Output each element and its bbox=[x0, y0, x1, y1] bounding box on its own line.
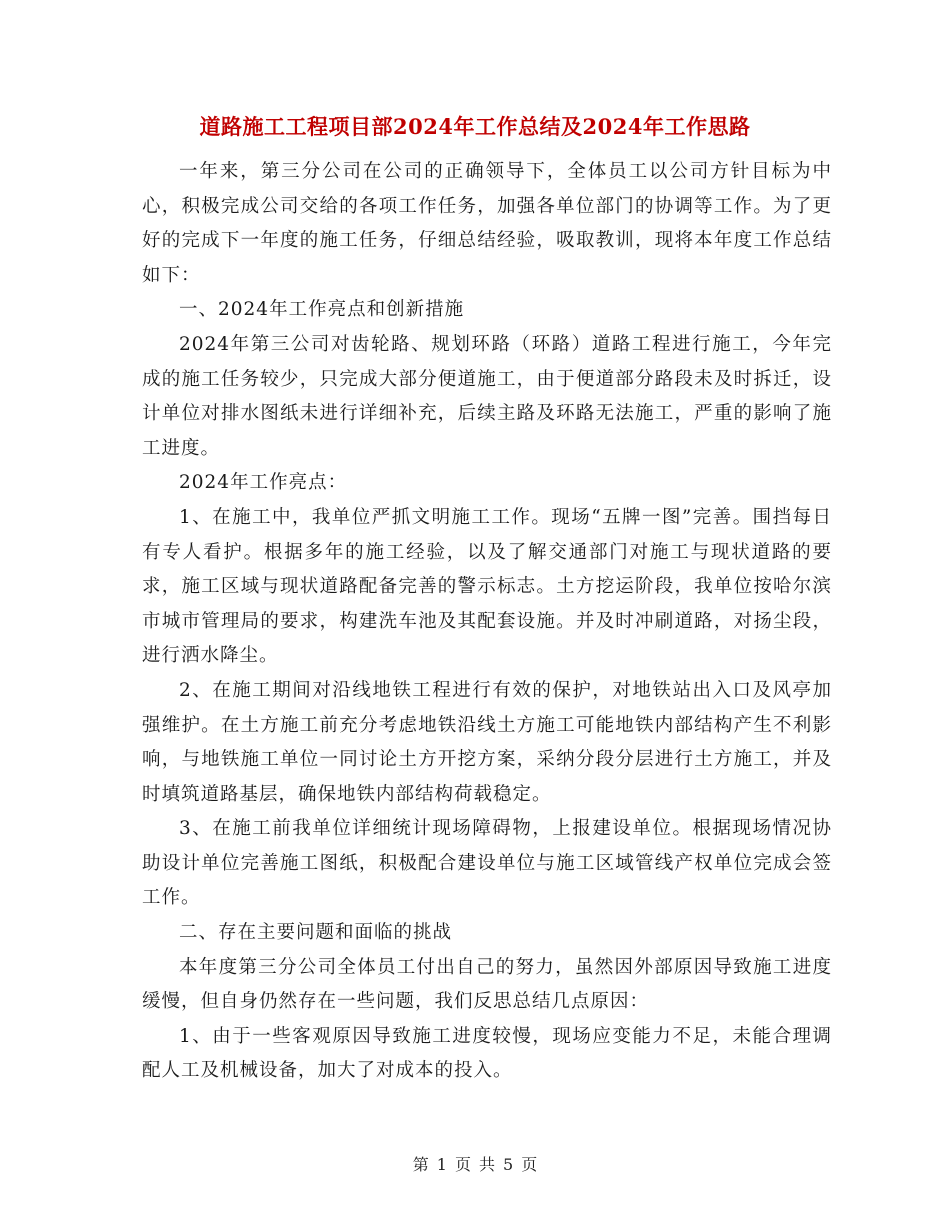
highlight-item-2: 2、在施工期间对沿线地铁工程进行有效的保护，对地铁站出入口及风亭加强维护。在土方施工前充分考虑地铁沿线土方施工可能地铁内部结构产生不利影响，与地铁施工单位一同讨论土方开挖方案，采纳分段分层进行土方施工，并及时填筑道路基层，确保地铁内部结构荷载稳定。 bbox=[142, 679, 832, 805]
body-paragraph: 2024年第三公司对齿轮路、规划环路（环路）道路工程进行施工，今年完成的施工任务较少，只完成大部分便道施工，由于便道部分路段未及时拆迁，设计单位对排水图纸未进行详细补充，后续主路及环路无法施工，严重的影响了施工进度。 bbox=[142, 333, 832, 459]
intro-paragraph: 一年来，第三分公司在公司的正确领导下，全体员工以公司方针目标为中心，积极完成公司交给的各项工作任务，加强各单位部门的协调等工作。为了更好的完成下一年度的施工任务，仔细总结经验，吸取教训，现将本年度工作总结如下： bbox=[142, 161, 832, 286]
page-number: 1 bbox=[436, 1155, 447, 1174]
section-heading-2: 二、存在主要问题和面临的挑战 bbox=[179, 922, 453, 944]
footer-prefix: 第 bbox=[412, 1155, 429, 1174]
body-paragraph: 本年度第三分公司全体员工付出自己的努力，虽然因外部原因导致施工进度缓慢，但自身仍然存在一些问题，我们反思总结几点原因： bbox=[142, 956, 832, 1013]
highlight-item-3: 3、在施工前我单位详细统计现场障碍物，上报建设单位。根据现场情况协助设计单位完善施工图纸，积极配合建设单位与施工区域管线产权单位完成会签工作。 bbox=[142, 818, 832, 909]
footer-suffix: 页 bbox=[521, 1155, 538, 1174]
footer-middle: 页 bbox=[454, 1155, 471, 1174]
subsection-heading: 2024年工作亮点： bbox=[179, 472, 348, 494]
page-total: 5 bbox=[503, 1155, 514, 1174]
section-heading-1: 一、2024年工作亮点和创新措施 bbox=[179, 299, 465, 321]
footer-total-prefix: 共 bbox=[479, 1155, 496, 1174]
highlight-item-1: 1、在施工中，我单位严抓文明施工工作。现场“五牌一图”完善。围挡每日有专人看护。根据多年的施工经验，以及了解交通部门对施工与现状道路的要求，施工区域与现状道路配备完善的警示标志。土方挖运阶段，我单位按哈尔滨市城市管理局的要求，构建洗车池及其配套设施。并及时冲刷道路，对扬尘段，进行洒水降尘。 bbox=[142, 506, 832, 667]
document-body bbox=[142, 155, 832, 1089]
problem-item-1: 1、由于一些客观原因导致施工进度较慢，现场应变能力不足，未能合理调配人工及机械设备，加大了对成本的投入。 bbox=[142, 1025, 832, 1082]
page-footer bbox=[0, 1152, 950, 1175]
document-title: 道路施工工程项目部2024年工作总结及2024年工作思路 bbox=[199, 114, 751, 139]
